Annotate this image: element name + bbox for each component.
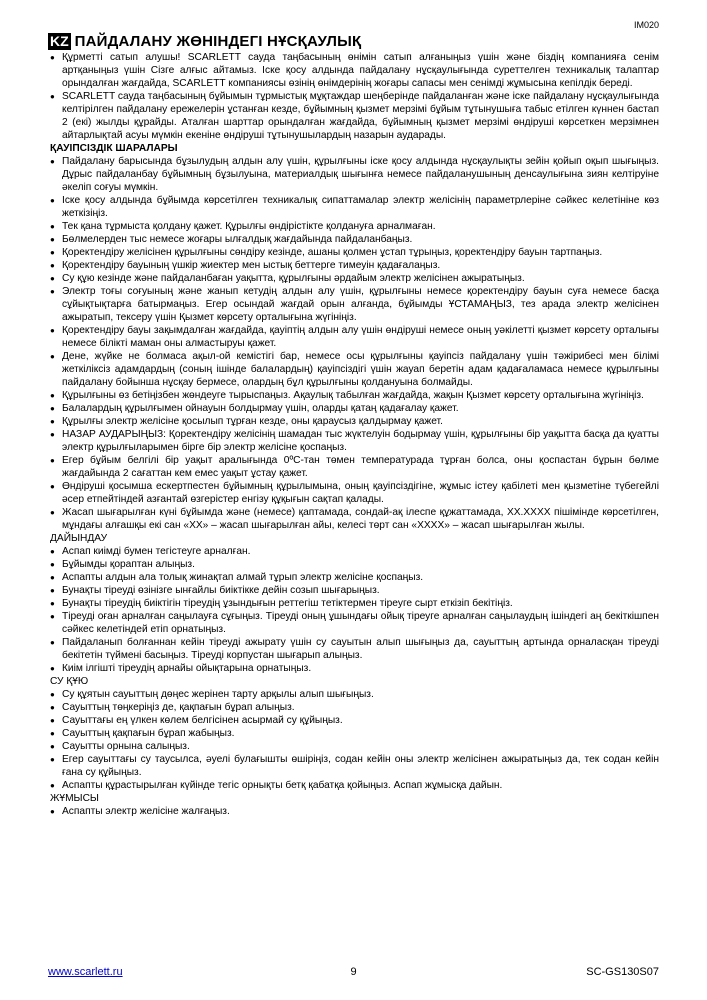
list-item: ● Бунақты тіреуді өзінізге ынғайлы биіктікке дейін созып шығарыңыз. bbox=[50, 584, 659, 597]
list-item: ● Қоректендіру желісінен құрылғыны сөндіру кезінде, ашаны қолмен ұстап тұрыңыз, қоректендіру бауын тартпаңыз. bbox=[50, 246, 659, 259]
list-item: ● Аспап киімді бумен тегістеуге арналған. bbox=[50, 545, 659, 558]
list-item: ● Құрметті сатып алушы! SCARLETT сауда таңбасының өнімін сатып алғаныңыз үшін және біздің компанияға сенім артқаныңыз үшін Сізге алғыс айтамыз. Іске қосу алдында пайдалану нұсқаулығында суреттелген техникалық талаптар орындалған жағдайда, SCARLETT компаниясы өзінің өнімдерінің жоғары сапасы мен сенімді жұмысына кепілдік береді. bbox=[50, 51, 659, 90]
list-item: ● Пайдаланып болғаннан кейін тіреуді ажырату үшін су сауытын алып шығыңыз да, сауыттың артында орналасқан тіреуді бекітетін түймені басыңыз. Тіреуді корпустан шығарып алыңыз. bbox=[50, 636, 659, 662]
list-item: ● Су құятын сауыттың дөңес жерінен тарту арқылы алып шығыңыз. bbox=[50, 688, 659, 701]
safety-list bbox=[50, 155, 659, 532]
list-item: ● Қоректендіру бауының үшкір жиектер мен ыстық беттерге тимеуін қадағалаңыз. bbox=[50, 259, 659, 272]
list-item: ● Сауыттың төңкеріңіз де, қақпағын бұрап алыңыз. bbox=[50, 701, 659, 714]
preparation-list bbox=[50, 545, 659, 675]
list-item: ● Құрылғыны өз бетіңізбен жөндеуге тырыспаңыз. Ақаулық табылған жағдайда, жақын Қызмет көрсету орталығына жүгініңіз. bbox=[50, 389, 659, 402]
list-item: ● Дене, жүйке не болмаса ақыл-ой кемістігі бар, немесе осы құрылғыны қауіпсіз пайдалану үшін тәжірибесі мен білімі жеткіліксіз адамдардың (соның ішінде балалардың) қауіпсіздігі үшін жауап беретін адам қадағаламаса немесе құрылғыны пайдалану бойынша нұсқау бермесе, олардың бұл құрылғыны қолдануына болмайды. bbox=[50, 350, 659, 389]
list-item: ● Су құю кезінде және пайдаланбаған уақытта, құрылғыны әрдайым электр желісінен ажыратыңыз. bbox=[50, 272, 659, 285]
list-item: ● Аспапты электр желісіне жалғаңыз. bbox=[50, 805, 659, 818]
product-code: SC-GS130S07 bbox=[586, 966, 659, 978]
list-item: ● Бұйымды қораптан алыңыз. bbox=[50, 558, 659, 571]
water-filling-list bbox=[50, 688, 659, 792]
title-row bbox=[48, 33, 659, 50]
list-item: ● Аспапты алдын ала толық жинақтап алмай тұрып электр желісіне қоспаңыз. bbox=[50, 571, 659, 584]
list-item: ● Егер бұйым белгілі бір уақыт аралығында 0ºC-тан төмен температурада тұрған болса, оны қоспастан бұрын бөлме жағдайында 2 сағаттан кем емес уақыт ұстау қажет. bbox=[50, 454, 659, 480]
section-heading-safety: ҚАУІПСІЗДІК ШАРАЛАРЫ bbox=[50, 143, 178, 154]
page-number: 9 bbox=[350, 966, 357, 978]
list-item: ● Өндіруші қосымша ескертпестен бұйымның құрылымына, оның қауіпсіздігіне, жұмыс істеу қабілеті мен қызметіне түбегейлі әсер етпейтіндей азғантай өзгерістер енгізу құқығын сақтап қалады. bbox=[50, 480, 659, 506]
list-item: ● Сауыттың қақпағын бұрап жабыңыз. bbox=[50, 727, 659, 740]
list-item: ● НАЗАР АУДАРЫҢЫЗ: Қоректендіру желісінің шамадан тыс жүктелуін бодырмау үшін, құрылғыны бір уақытта басқа да қуатты электр құрылғыларымен бірге бір электр желісіне қоспаңыз. bbox=[50, 428, 659, 454]
section-heading-operation: ЖҰМЫСЫ bbox=[50, 793, 99, 804]
list-item: ● Бунақты тіреудің биіктігін тіреудің ұзындығын реттегіш тетіктермен тіреуге сырт еткізіп бекітіңіз. bbox=[50, 597, 659, 610]
list-item: ● Аспапты құрастырылған күйінде тегіс орнықты бетқ қабатқа қойыңыз. Аспап жұмысқа дайын. bbox=[50, 779, 659, 792]
list-item: ● Іске қосу алдында бұйымда көрсетілген техникалық сипаттамалар электр желісінің параметрлеріне сәйкес келетініне көз жеткізіңіз. bbox=[50, 194, 659, 220]
website-link[interactable]: www.scarlett.ru bbox=[48, 966, 123, 978]
list-item: ● Бөлмелерден тыс немесе жоғары ылғалдық жағдайында пайдаланбаңыз. bbox=[50, 233, 659, 246]
language-badge: KZ bbox=[50, 33, 69, 49]
list-item: ● Тек қана тұрмыста қолдану қажет. Құрылғы өндірістікте қолдануға арналмаған. bbox=[50, 220, 659, 233]
list-item: ● Пайдалану барысында бұзылудың алдын алу үшін, құрылғыны іске қосу алдында нұсқаулықты зейін қойып оқып шығыңыз. Дұрыс пайдаланбау бұйымның бұзылуына, материалдық шығынға немесе пайдаланушының денсаулығына зиян келтіруіне әкеліп соғуы мүмкін. bbox=[50, 155, 659, 194]
list-item: ● Сауытты орнына салыңыз. bbox=[50, 740, 659, 753]
section-heading-preparation: ДАЙЫНДАУ bbox=[50, 533, 108, 544]
page-title: ПАЙДАЛАНУ ЖӨНІНДЕГІ НҰСҚАУЛЫҚ bbox=[74, 33, 362, 50]
list-item: ● Құрылғы электр желісіне қосылып тұрған кезде, оны қараусыз қалдырмау қажет. bbox=[50, 415, 659, 428]
list-item: ● Тіреуді оған арналған саңылауға сұғыңыз. Тіреуді оның ұшындағы ойық тіреуге арналған саңылаудың ішіндегі аң бекіткішпен сәйкес келетіндей етіп орнатыңыз. bbox=[50, 610, 659, 636]
section-heading-water-filling: СУ ҚҰЮ bbox=[50, 676, 89, 687]
intro-list bbox=[50, 51, 659, 142]
list-item: ● Электр тоғы соғуының және жанып кетудің алдын алу үшін, құрылғыны немесе қоректендіру бауын суға немесе басқа сұйықтықтарға батырмаңыз. Егер осындай жағдай орын алғанда, бұйымды ҰСТАМАҢЫЗ, тез арада электр желісінен ажыратып, тексеру үшін Қызмет көрсету орталығына жүгініңіз. bbox=[50, 285, 659, 324]
list-item: ● Балалардың құрылғымен ойнауын болдырмау үшін, оларды қатаң қадағалау қажет. bbox=[50, 402, 659, 415]
operation-list bbox=[50, 805, 659, 818]
list-item: ● Жасап шығарылған күні бұйымда және (немесе) қаптамада, сондай-ақ ілеспе құжаттамада, XX.XXXX пішімінде көрсетілген, мұндағы алғашқы екі сан «XX» – жасап шығарылған айы, келесі төрт сан «XXXX» – жасап шығарылған жылы. bbox=[50, 506, 659, 532]
list-item: ● Киім ілгішті тіреудің арнайы ойықтарына орнатыңыз. bbox=[50, 662, 659, 675]
manual-content bbox=[50, 51, 659, 818]
list-item: ● Сауыттағы ең үлкен көлем белгісінен асырмай су құйыңыз. bbox=[50, 714, 659, 727]
list-item: ● Қоректендіру бауы зақымдалған жағдайда, қауіптің алдын алу үшін өндіруші немесе оның уәкілетті қызмет көрсету орталығы немесе білікті маман оны алмастыруы қажет. bbox=[50, 324, 659, 350]
model-code: IM020 bbox=[633, 20, 659, 30]
list-item: ● Егер сауыттағы су таусылса, әуелі булағышты өшіріңіз, содан кейін оны электр желісінен ажыратыңыз да, тек содан кейін ғана су құйыңыз. bbox=[50, 753, 659, 779]
list-item: ● SCARLETT сауда таңбасының бұйымын тұрмыстық мұқтаждар шеңберінде пайдаланған және іске пайдалану нұсқаулығында келтірілген пайдалану ережелерін ұстанған кезде, бұйымның қызмет мерзімі бұйым тұтынушыға табыс етілген күннен бастап 2 (екі) жылды құрайды. Аталған шарттар орындалған жағдайда, бұйымның қызмет мерзімі өндіруші көрсеткен мерзімнен айтарлықтай асуы мүмкін екеніне өндіруші тұтынушылардың назарын аударады. bbox=[50, 90, 659, 142]
